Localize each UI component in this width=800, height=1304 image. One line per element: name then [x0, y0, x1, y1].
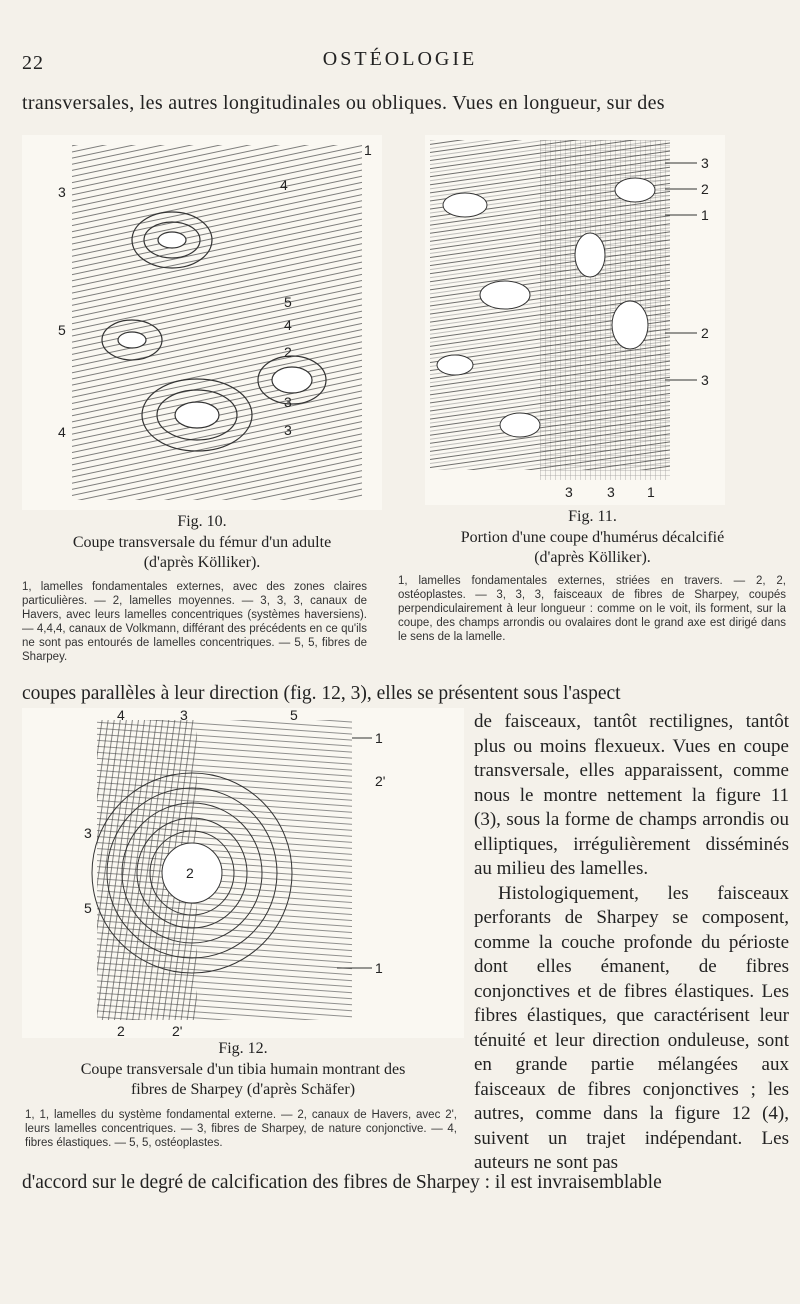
running-title: OSTÉOLOGIE: [322, 48, 478, 70]
fig11-caption: [395, 528, 790, 568]
fig11-label-3b: 3: [701, 372, 709, 388]
fig12-label-right-1a: 1: [375, 730, 383, 746]
fig12-caption-line-1: Coupe transversale d'un tibia humain montrant des: [80, 1061, 406, 1078]
fig10-legend: 1, lamelles fondamentales externes, avec des zones claires particulières. — 2, lamelles moyennes. — 3, 3, 3, canaux de Havers, avec leurs lamelles concentriques (systèmes haversiens). — 4,4,4, canaux de Volkmann, différant des précédents en ce qu'ils ne sont pas entourés de lamelles concentriques. — 5, 5, fibres de Sharpey.: [22, 581, 367, 663]
fig11-label-3a: 3: [701, 155, 709, 171]
fig10-label-5b: 5: [284, 294, 292, 310]
fig12-label-right-2prime: 2': [375, 773, 386, 789]
fig10-label-1: 1: [364, 142, 372, 158]
body-line-top: transversales, les autres longitudinales ou obliques. Vues en longueur, sur des: [22, 92, 665, 114]
page-number: 22: [22, 52, 44, 74]
fig12-label-right-1b: 1: [375, 960, 383, 976]
fig10-label-4c: 4: [58, 424, 66, 440]
fig12-caption-line-2: fibres de Sharpey (d'après Schäfer): [130, 1081, 356, 1098]
fig11-label-1: 1: [701, 207, 709, 223]
fig10-label-4a: 4: [280, 177, 288, 193]
fig11-label-bottom-3b: 3: [607, 484, 615, 500]
fig10-title: Fig. 10.: [177, 513, 227, 530]
fig11-label-bottom-3a: 3: [565, 484, 573, 500]
fig10-label-3c: 3: [284, 422, 292, 438]
fig11-label-2a: 2: [701, 181, 709, 197]
figure-12-illustration: [22, 708, 464, 1038]
body-line-bottom: d'accord sur le degré de calcification des fibres de Sharpey : il est invraisemblable: [22, 1172, 662, 1193]
fig10-label-3a: 3: [58, 184, 66, 200]
fig10-caption-line-1: Coupe transversale du fémur d'un adulte: [72, 534, 332, 551]
fig12-label-left-5: 5: [84, 900, 92, 916]
fig10-label-2: 2: [284, 344, 292, 360]
fig12-label-bottom-2prime: 2': [172, 1023, 183, 1038]
fig12-title: Fig. 12.: [218, 1040, 268, 1057]
fig12-caption: [22, 1060, 464, 1100]
fig12-label-left-3: 3: [84, 825, 92, 841]
figure-11-illustration: [425, 135, 725, 505]
fig12-label-center-2: 2: [186, 865, 194, 881]
fig11-label-bottom-1: 1: [647, 484, 655, 500]
fig10-label-5a: 5: [58, 322, 66, 338]
fig12-label-top-4: 4: [117, 708, 125, 723]
fig10-caption-line-2: (d'après Kölliker).: [143, 554, 261, 571]
body-line-paragraph-start: coupes parallèles à leur direction (fig. 12, 3), elles se présentent sous l'aspect: [22, 683, 621, 704]
fig12-label-top-3: 3: [180, 708, 188, 723]
fig12-label-bottom-2: 2: [117, 1023, 125, 1038]
fig10-label-3b: 3: [284, 394, 292, 410]
fig12-label-top-5: 5: [290, 708, 298, 723]
right-column-para-2: Histologiquement, les faisceaux perforants de Sharpey se composent, comme la couche profonde du périoste dont elles émanent, de fibres conjonctives et de fibres élastiques. Les fibres élastiques, que caractérisent leur ténuité et leur direction onduleuse, sont en grande partie mélangées aux faisceaux de fibres conjonctives ; les autres, comme dans la figure 12 (4), suivent un trajet indépendant. Les auteurs ne sont pas: [474, 882, 789, 1173]
fig10-label-4b: 4: [284, 317, 292, 333]
fig11-caption-line-1: Portion d'une coupe d'humérus décalcifié: [460, 529, 725, 546]
figure-10-illustration: [22, 135, 382, 510]
fig11-caption-line-2: (d'après Kölliker).: [534, 549, 651, 566]
right-column-para-1: de faisceaux, tantôt rectilignes, tantôt plus ou moins flexueux. Vues en coupe transversale, elles apparaissent, comme nous le montre nettement la figure 11 (3), sous la forme de champs arrondis ou elliptiques, irrégulièrement disséminés au milieu des lamelles.: [474, 711, 789, 879]
body-right-column: [474, 710, 789, 1176]
fig11-label-2b: 2: [701, 325, 709, 341]
fig11-legend: 1, lamelles fondamentales externes, striées en travers. — 2, 2, ostéoplastes. — 3, 3, 3, faisceaux de fibres de Sharpey, coupés perpendiculairement à leur longueur : comme on le voit, ils forment, sur la coupe, des champs arrondis ou ovalaires dont le grand axe est dirigé dans le sens de la lamelle.: [398, 575, 786, 643]
fig12-legend: 1, 1, lamelles du système fondamental externe. — 2, canaux de Havers, avec 2', leurs lamelles concentriques. — 3, fibres de Sharpey, de nature conjonctive. — 4, fibres élastiques. — 5, 5, ostéoplastes.: [25, 1109, 457, 1149]
fig10-caption: [22, 533, 382, 573]
fig11-title: Fig. 11.: [568, 508, 617, 525]
